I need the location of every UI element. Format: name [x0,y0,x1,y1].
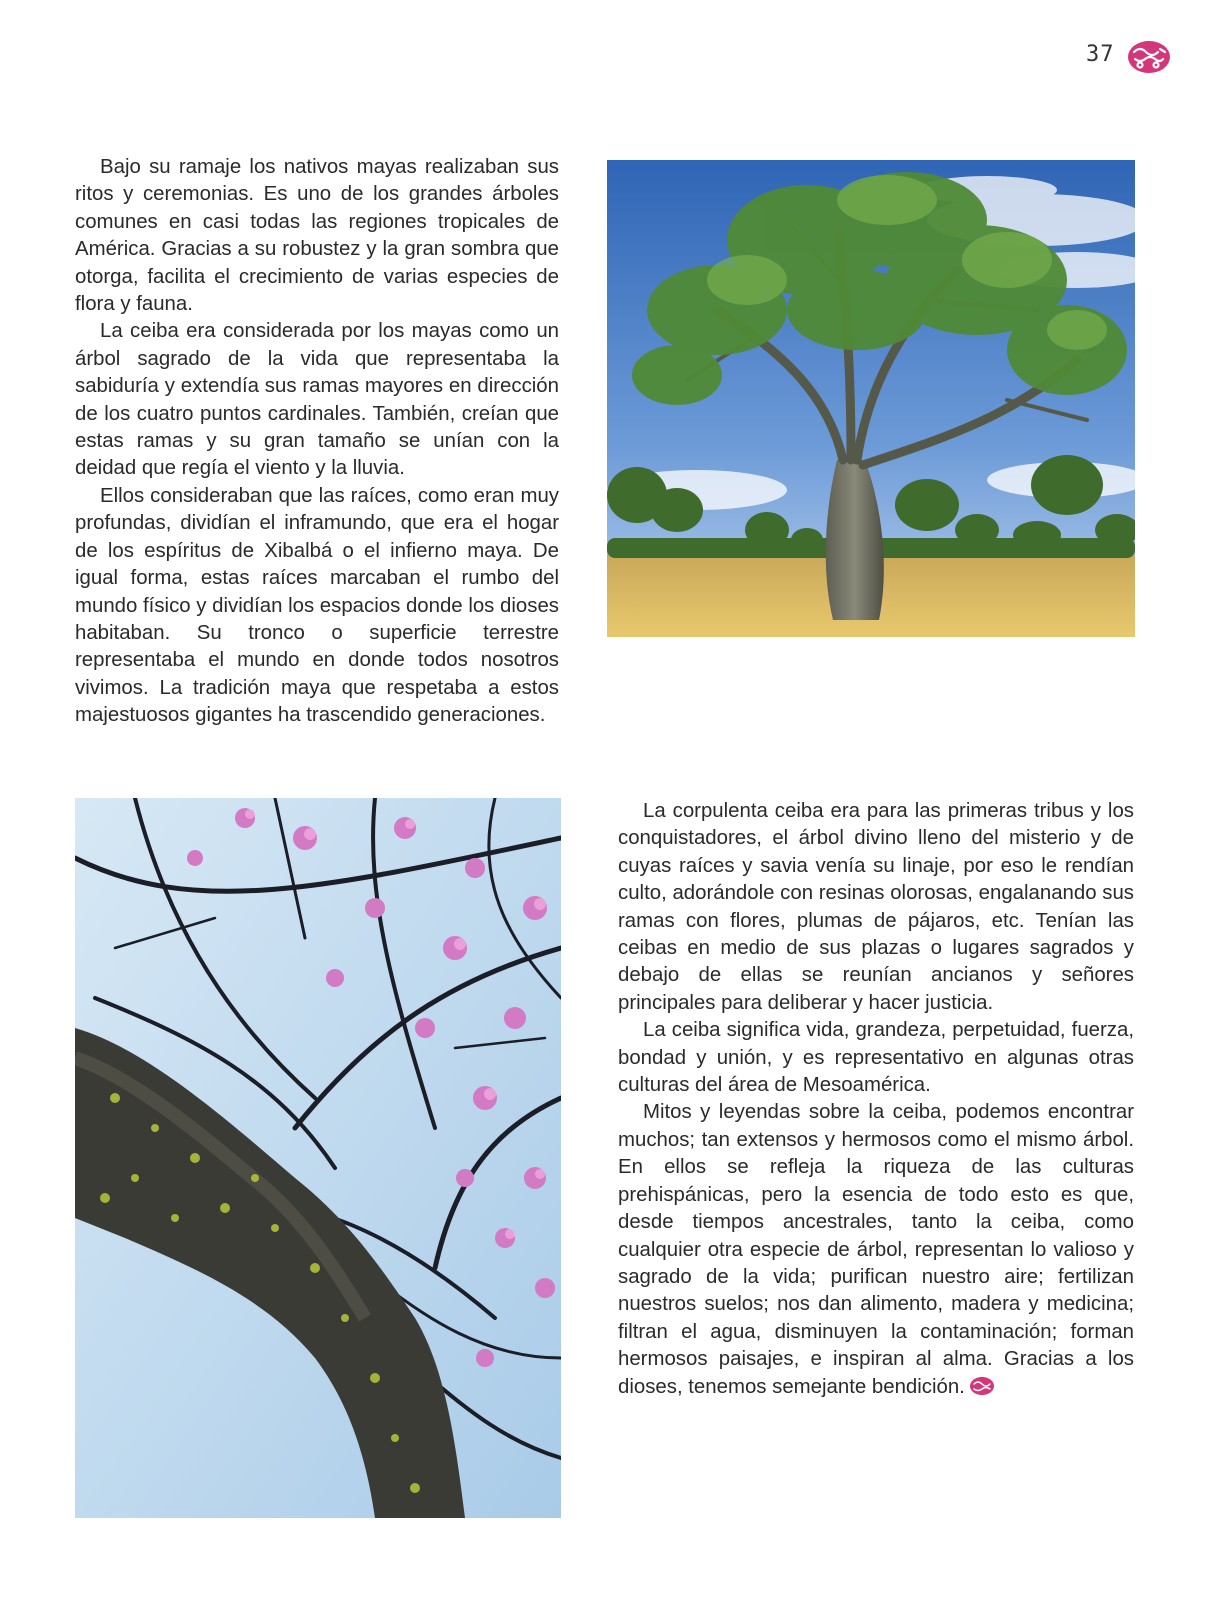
paragraph: La corpulenta ceiba era para las primeras tribus y los conquistadores, el árbol divino lleno del misterio y de cuyas raíces y savia venía su linaje, por eso le rendían culto, adorándole con resinas olorosas, engalanando sus ramas con flores, plumas de pájaros, etc. Tenían las ceibas en medio de sus plazas o lugares sagrados y debajo de ellas se reunían ancianos y señores principales para deliberar y hacer justicia. [618,800,1134,1014]
left-text-column [75,154,559,730]
paragraph-text: Mitos y leyendas sobre la ceiba, podemos encontrar muchos; tan extensos y hermosos como el mismo árbol. En ellos se refleja la riqueza de las culturas prehispánicas, pero la esencia de todo esto es que, desde tiempos ancestrales, tanto la ceiba, como cualquier otra especie de árbol, representan lo valioso y sagrado de la vida; purifican nuestro aire; fertilizan nuestros suelos; nos dan alimento, madera y medicina; filtran el agua, disminuyen la contaminación; forman hermosos paisajes, e inspiran al alma. Gracias a los dioses, tenemos semejante bendición. [618,1101,1134,1398]
maya-glyph-icon [1126,38,1172,76]
page-number: 37 [1086,42,1115,67]
paragraph: La ceiba significa vida, grandeza, perpetuidad, fuerza, bondad y unión, y es representativo en algunas otras culturas del área de Mesoamérica. [618,1019,1134,1097]
ceiba-branches-blossoms-photo [75,798,561,1518]
right-text-column [618,798,1134,1401]
maya-glyph-icon [969,1376,995,1396]
ceiba-tree-photo [607,160,1135,637]
paragraph: Ellos consideraban que las raíces, como eran muy profundas, dividían el inframundo, que era el hogar de los espíritus de Xibalbá o el infierno maya. De igual forma, estas raíces marcaban el rumbo del mundo físico y dividían los espacios donde los dioses habitaban. Su tronco o superficie terrestre representaba el mundo en donde todos nosotros vivimos. La tradición maya que respetaba a estos majestuosos gigantes ha trascendido generaciones. [75,484,559,727]
paragraph [618,1099,1134,1400]
paragraph: La ceiba era considerada por los mayas como un árbol sagrado de la vida que representaba la sabiduría y extendía sus ramas mayores en dirección de los cuatro puntos cardinales. También, creían que estas ramas y su gran tamaño se unían con la deidad que regía el viento y la lluvia. [75,320,559,480]
paragraph: Bajo su ramaje los nativos mayas realizaban sus ritos y ceremonias. Es uno de los grandes árboles comunes en casi todas las regiones tropicales de América. Gracias a su robustez y la gran sombra que otorga, facilita el crecimiento de varias especies de flora y fauna. [75,156,559,316]
